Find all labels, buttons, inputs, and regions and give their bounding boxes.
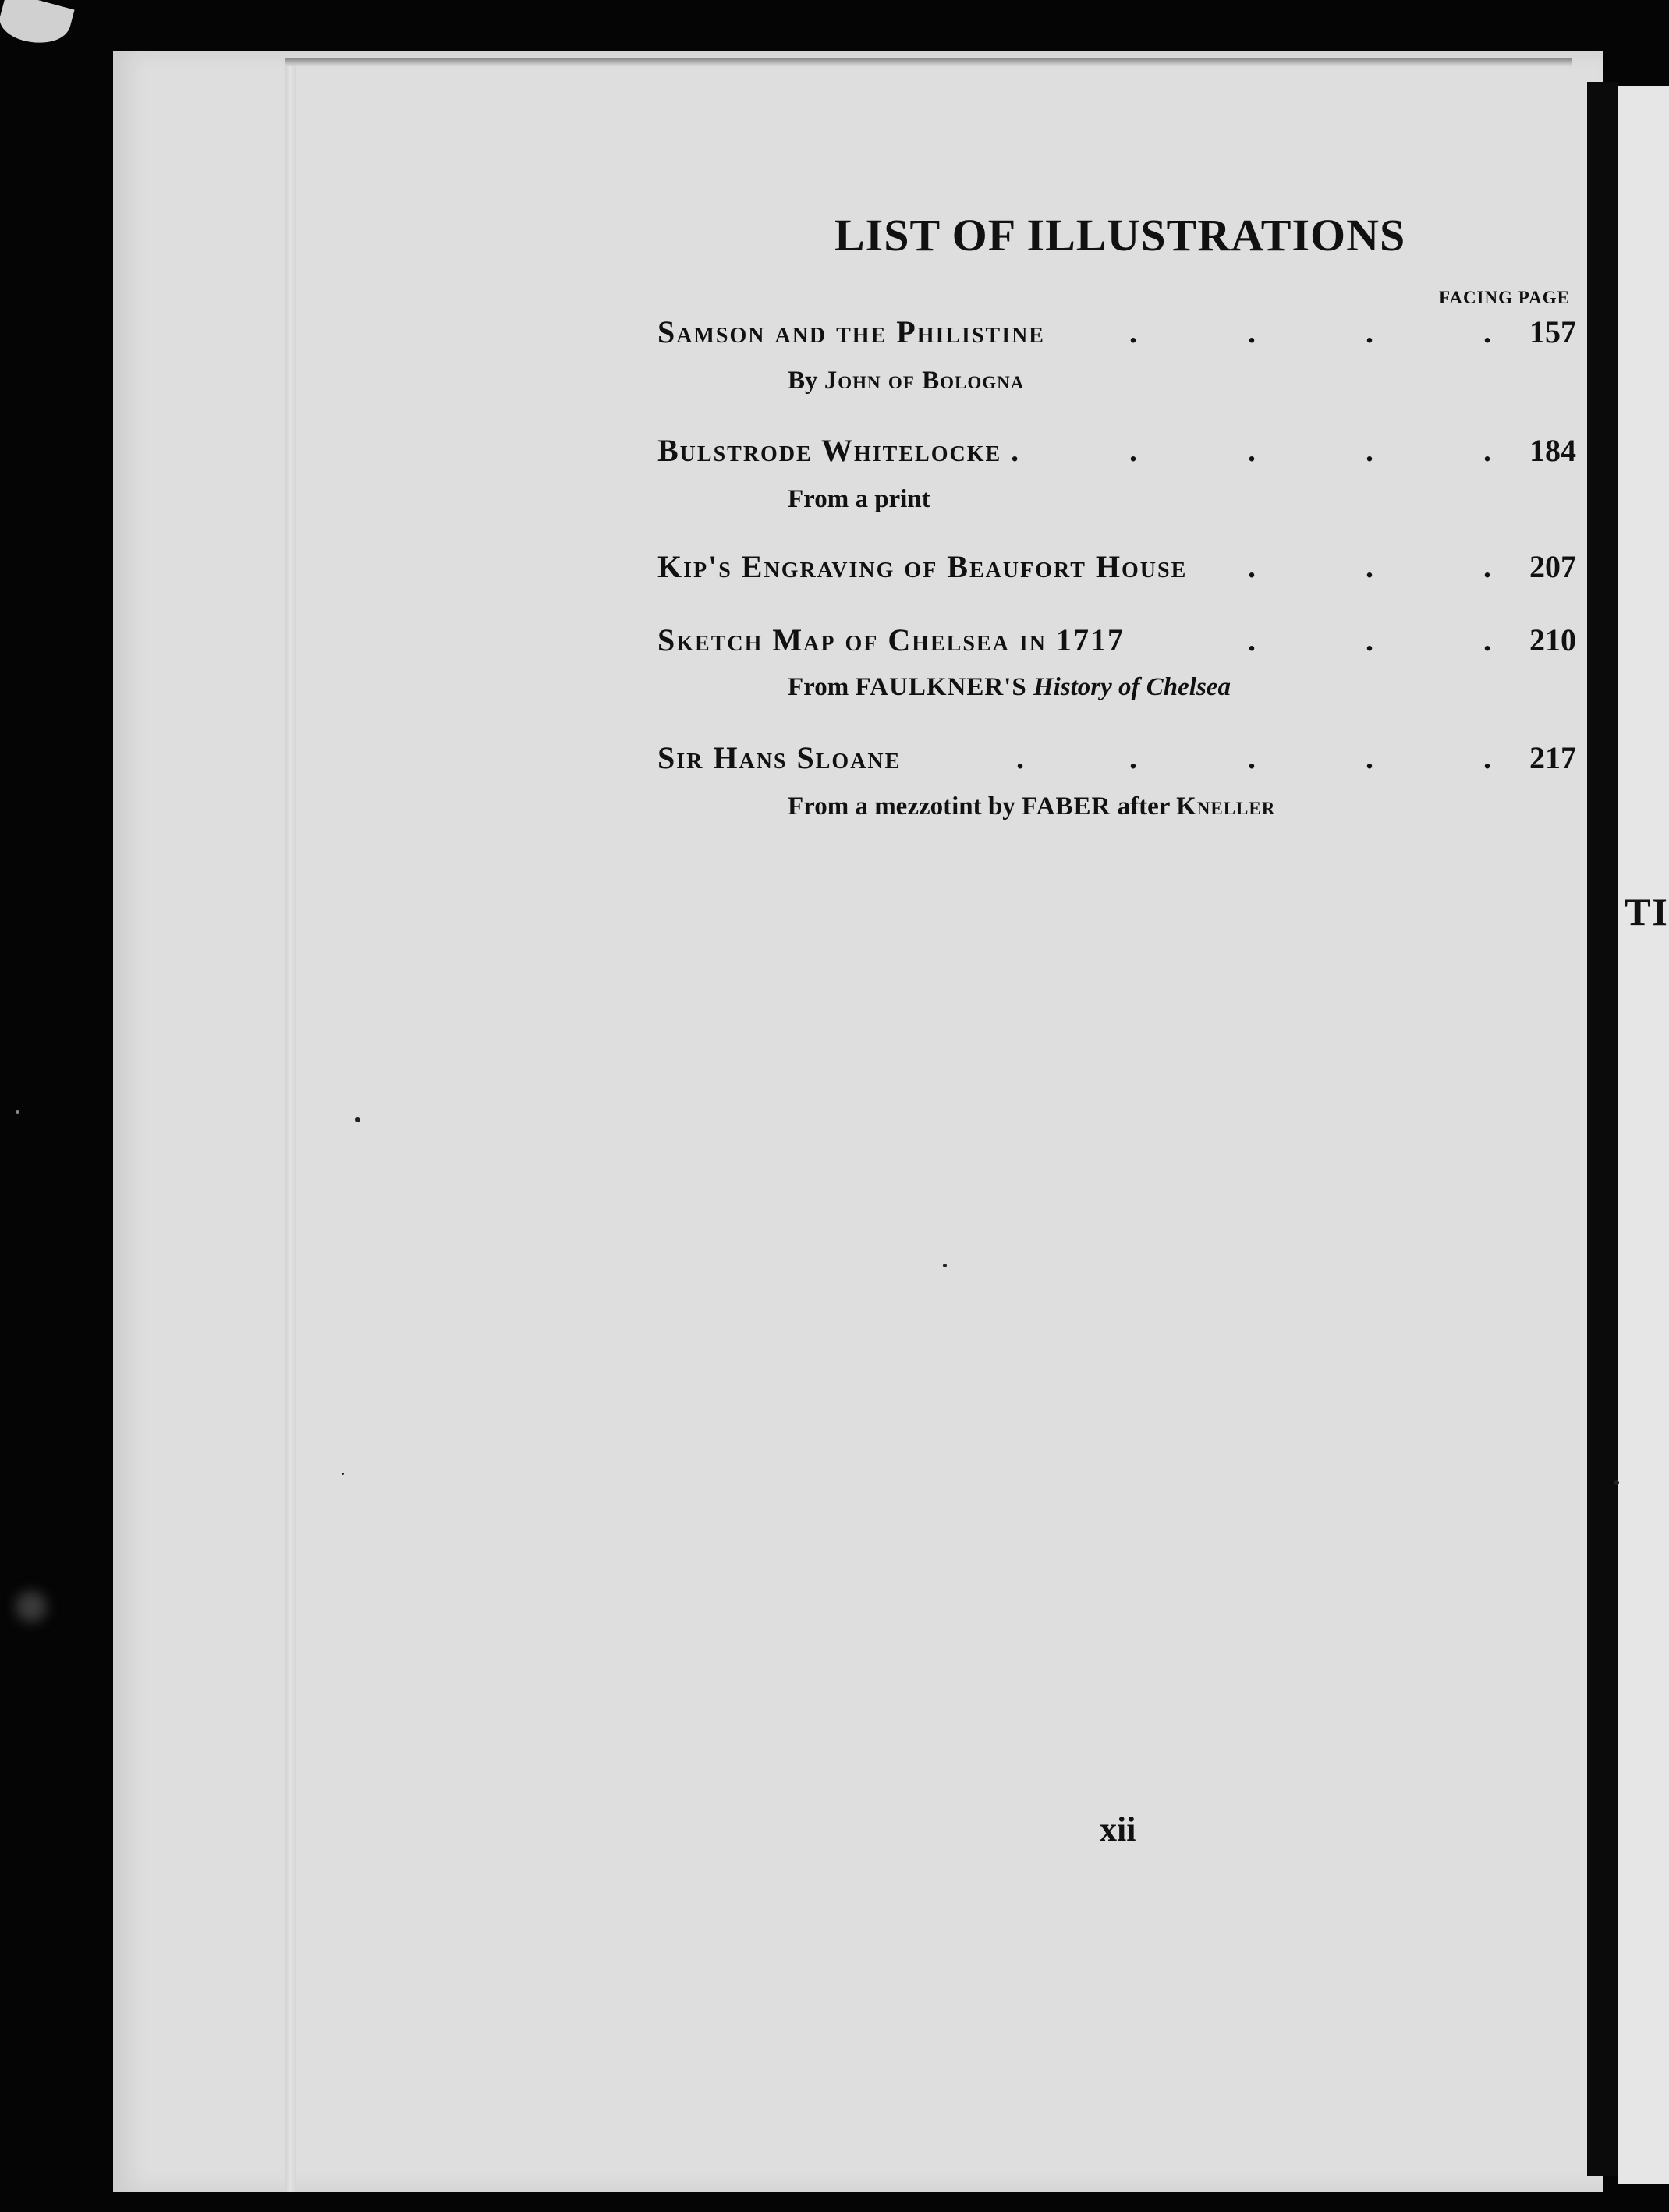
leader-dot: . bbox=[1248, 622, 1256, 658]
leader-dot: . bbox=[1366, 549, 1373, 584]
leader-dot: . bbox=[1366, 433, 1373, 468]
illustration-title: Sketch Map of Chelsea in 1717 bbox=[657, 622, 1125, 658]
page-title: LIST OF ILLUSTRATIONS bbox=[834, 210, 1406, 261]
leader-dot: . bbox=[1483, 433, 1491, 468]
page-number: 157 bbox=[1529, 314, 1576, 349]
page-number: 210 bbox=[1529, 622, 1576, 658]
illustration-entry bbox=[657, 622, 1578, 668]
scan-speck bbox=[1614, 1480, 1619, 1485]
illustration-entry bbox=[657, 548, 1578, 595]
leader-dot: . bbox=[1248, 433, 1256, 468]
page-number: 184 bbox=[1529, 433, 1576, 468]
leader-dot: . bbox=[1483, 622, 1491, 658]
illustration-entry bbox=[657, 314, 1578, 360]
leader-dot: . bbox=[1248, 740, 1256, 775]
illustration-credit: From FAULKNER'S History of Chelsea bbox=[788, 673, 1231, 701]
leader-dot: . bbox=[1483, 740, 1491, 775]
scan-speck bbox=[16, 1591, 47, 1622]
leader-dot: . bbox=[1483, 314, 1491, 349]
scan-speck bbox=[342, 1473, 344, 1475]
leader-dot: . bbox=[1129, 314, 1137, 349]
page-folio: xii bbox=[1100, 1810, 1136, 1849]
leader-dot: . bbox=[1248, 314, 1256, 349]
next-page-fragment: TI bbox=[1625, 890, 1669, 934]
illustration-title: Kip's Engraving of Beaufort House bbox=[657, 549, 1188, 584]
illustration-credit: From a mezzotint by FABER after Kneller bbox=[788, 792, 1276, 821]
leader-dot: . bbox=[1248, 549, 1256, 584]
scan-speck bbox=[355, 1117, 360, 1122]
scan-speck bbox=[943, 1264, 947, 1267]
scan-speck bbox=[16, 1110, 19, 1114]
leader-dot: . bbox=[1483, 549, 1491, 584]
facing-page-header: FACING PAGE bbox=[1439, 288, 1570, 307]
leader-dot: . bbox=[1129, 740, 1137, 775]
next-page-edge bbox=[1618, 86, 1669, 2184]
illustration-title: Bulstrode Whitelocke . bbox=[657, 433, 1021, 468]
leader-dot: . bbox=[1129, 433, 1137, 468]
leader-dot: . bbox=[1366, 740, 1373, 775]
scan-artifact bbox=[0, 0, 75, 51]
page-number: 207 bbox=[1529, 549, 1576, 584]
illustration-credit: From a print bbox=[788, 485, 930, 513]
illustration-title: Samson and the Philistine bbox=[657, 314, 1045, 349]
leader-dot: . bbox=[1016, 740, 1024, 775]
book-spine bbox=[1587, 82, 1618, 2176]
page-number: 217 bbox=[1529, 740, 1576, 775]
illustration-entry bbox=[657, 739, 1578, 786]
illustration-title: Sir Hans Sloane bbox=[657, 740, 902, 775]
leader-dot: . bbox=[1366, 314, 1373, 349]
illustration-credit: By John of Bologna bbox=[788, 367, 1025, 395]
illustration-entry bbox=[657, 432, 1578, 479]
leader-dot: . bbox=[1366, 622, 1373, 658]
